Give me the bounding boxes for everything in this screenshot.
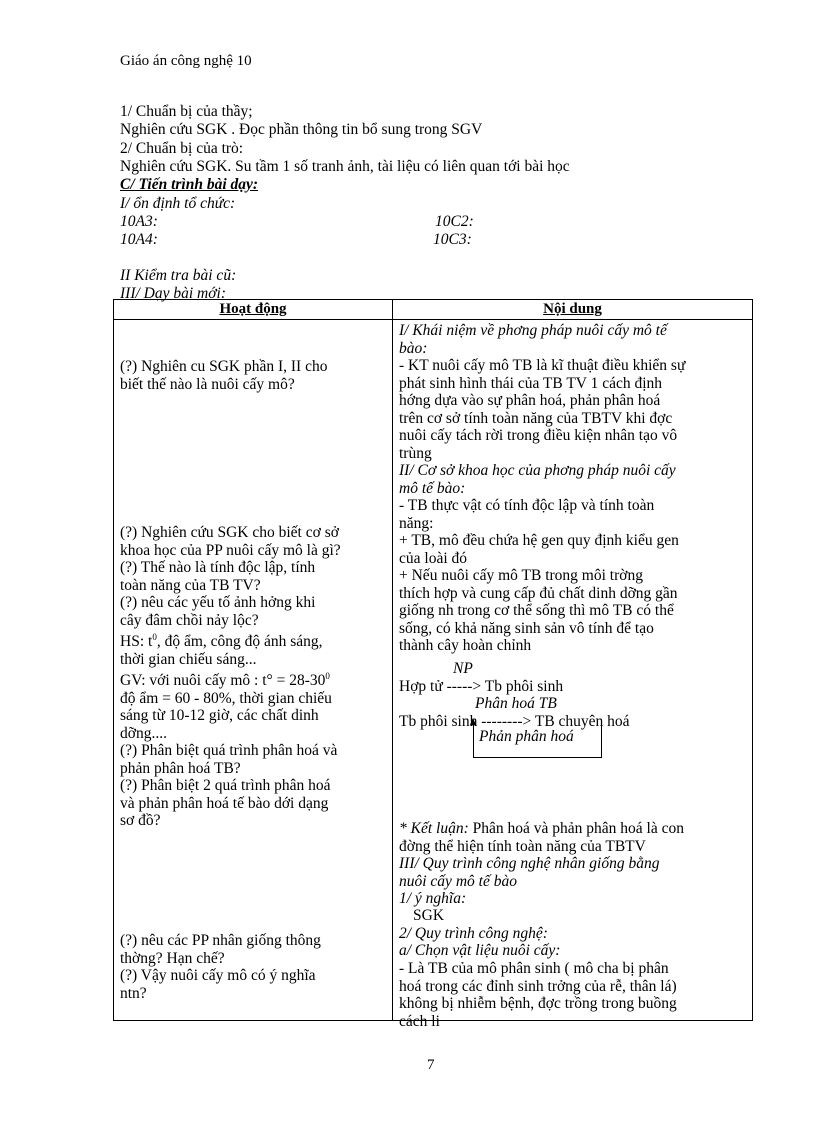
- text-line: (?) Vậy nuôi cấy mô có ý nghĩa: [120, 967, 316, 984]
- text-line: thích hợp và cung cấp đủ chất dinh dỡng gần: [399, 584, 678, 602]
- text-line: (?) Nghiên cứu SGK cho biết cơ sở: [120, 524, 339, 541]
- text-line: nuôi cấy mô tế bào: [399, 872, 517, 890]
- section-2-body: [399, 497, 743, 655]
- column-header-hoat-dong: Hoạt động: [114, 300, 393, 320]
- text-line: III/ Quy trình công nghệ nhân giống bằng: [399, 855, 660, 872]
- on-dinh-heading: I/ ổn định tổ chức:: [120, 195, 236, 212]
- text-line: phát sinh hình thái của TB TV 1 cách định: [399, 374, 663, 392]
- lesson-table: [113, 299, 753, 1030]
- text-line: sống, có khả năng sinh sản vô tính để tạo: [399, 619, 654, 637]
- text-line: không bị nhiễm bệnh, đợc trồng trong buồng: [399, 995, 677, 1012]
- question-group-3: [120, 932, 392, 1002]
- text-line: (?) nêu các yếu tố ảnh hởng khi: [120, 594, 316, 611]
- text-line: [399, 820, 743, 838]
- conclusion: [399, 820, 743, 855]
- text-line: + TB, mô đều chứa hệ gen quy định kiểu gen: [399, 532, 679, 549]
- text-line: giống nh trong cơ thể sống thì mô TB có thể: [399, 602, 674, 619]
- chon-vat-lieu-body: [399, 960, 743, 1030]
- text-line: + Nếu nuôi cấy mô TB trong môi trờng: [399, 567, 643, 584]
- text-line: của loài đó: [399, 549, 468, 567]
- diagram-label-phan-hoa: Phân hoá TB: [475, 695, 557, 712]
- prep-teacher-heading: 1/ Chuẩn bị của thầy;: [120, 103, 253, 120]
- text-line: cây đâm chồi nảy lộc?: [120, 611, 259, 629]
- text-fragment: , độ ẩm, công độ ánh sáng,: [156, 633, 323, 651]
- text-line: (?) Phân biệt quá trình phân hoá và: [120, 742, 338, 760]
- text-line: (?) Nghiên cu SGK phần I, II cho: [120, 358, 328, 375]
- class-10c2: 10C2:: [435, 213, 474, 230]
- text-line: dỡng....: [120, 724, 167, 742]
- text-fragment: HS: t: [120, 633, 153, 651]
- sgk-text: SGK: [413, 907, 445, 924]
- text-line: năng:: [399, 514, 434, 532]
- text-line: bào:: [399, 339, 428, 357]
- text-line: - Là TB của mô phân sinh ( mô cha bị phân: [399, 960, 669, 977]
- text-line: toàn năng của TB TV?: [120, 576, 261, 594]
- class-10a3: 10A3:: [120, 213, 158, 230]
- text-line: khoa học của PP nuôi cấy mô là gì?: [120, 541, 341, 559]
- text-line: thờng? Hạn chế?: [120, 949, 225, 967]
- class-10c3: 10C3:: [433, 231, 472, 248]
- page-number: 7: [427, 1057, 435, 1073]
- text-line: I/ Khái niệm về phơng pháp nuôi cấy mô tế: [399, 322, 667, 339]
- section-1-title: [399, 322, 743, 357]
- text-line: ntn?: [120, 984, 147, 1002]
- section-3-title: [399, 855, 743, 890]
- text-line: mô tế bào:: [399, 479, 466, 497]
- class-10a4: 10A4:: [120, 231, 158, 248]
- superscript: 0: [152, 632, 157, 642]
- text-line: [120, 629, 392, 651]
- text-line: - TB thực vật có tính độc lập và tính toàn: [399, 497, 655, 514]
- text-line: nuôi cấy tách rời trong điều kiện nhân tạo vô: [399, 427, 678, 444]
- text-line: - KT nuôi cấy mô TB là kĩ thuật điều khiển sự: [399, 357, 686, 374]
- activity-cell: [114, 320, 393, 1021]
- text-line: hớng dựa vào sự phân hoá, phản phân hoá: [399, 392, 661, 409]
- text-fragment: GV: với nuôi cấy mô : t° = 28-30: [120, 672, 326, 690]
- text-line: [120, 668, 392, 690]
- text-line: trên cơ sở tính toàn năng của TBTV khi đợc: [399, 409, 673, 427]
- text-line: và phản phân hoá tế bào dới dạng: [120, 794, 329, 812]
- text-line: phản phân hoá TB?: [120, 759, 241, 777]
- text-line: biết thế nào là nuôi cấy mô?: [120, 375, 295, 393]
- section-2-title: [399, 462, 743, 497]
- text-line: (?) nêu các PP nhân giống thông: [120, 932, 321, 949]
- section-1-body: [399, 357, 743, 462]
- text-line: sáng từ 10-12 giờ, các chất dinh: [120, 707, 319, 725]
- column-header-noi-dung: Nội dung: [393, 300, 753, 320]
- text-line: hoá trong các đỉnh sinh trởng của rễ, thân lá): [399, 977, 677, 995]
- question-1: [120, 358, 392, 393]
- text-line: (?) Phân biệt 2 quá trình phân hoá: [120, 777, 331, 795]
- text-line: trùng: [399, 444, 432, 462]
- day-bai-heading: III/ Dạy bài mới:: [120, 285, 226, 302]
- text-line: (?) Thế nào là tính độc lập, tính: [120, 559, 316, 576]
- quy-trinh-heading: 2/ Quy trình công nghệ:: [399, 925, 548, 942]
- prep-teacher-text: Nghiên cứu SGK . Đọc phần thông tin bổ sung trong SGV: [120, 121, 483, 138]
- diagram-line-1: Hợp tử -----> Tb phôi sinh: [399, 678, 564, 695]
- text-fragment: Phân hoá và phản phân hoá là con: [468, 820, 684, 837]
- question-group-2: [120, 524, 392, 830]
- diagram-label-phan-phan-hoa: Phản phân hoá: [479, 728, 574, 745]
- diagram-line-2: Tb phôi sinh --------> TB chuyên hoá: [399, 713, 630, 730]
- y-nghia-heading: 1/ ý nghĩa:: [399, 890, 467, 907]
- text-line: thời gian chiếu sáng...: [120, 650, 257, 668]
- text-line: sơ đồ?: [120, 812, 161, 830]
- prep-student-text: Nghiên cứu SGK. Su tầm 1 số tranh ảnh, tài liệu có liên quan tới bài học: [120, 158, 570, 175]
- diagram-label-np: NP: [453, 660, 473, 677]
- prep-student-heading: 2/ Chuẩn bị của trò:: [120, 140, 244, 157]
- text-line: đờng thể hiện tính toàn năng của TBTV: [399, 837, 646, 855]
- text-line: II/ Cơ sở khoa học của phơng pháp nuôi cấy: [399, 462, 676, 479]
- text-line: thành cây hoàn chỉnh: [399, 637, 532, 654]
- superscript: 0: [325, 671, 330, 682]
- content-cell: [393, 320, 753, 1030]
- text-line: độ ẩm = 60 - 80%, thời gian chiếu: [120, 689, 332, 707]
- conclusion-label: * Kết luận:: [399, 820, 469, 837]
- text-line: cách li: [399, 1012, 440, 1030]
- section-c-heading: C/ Tiến trình bài dạy:: [120, 176, 259, 193]
- chon-vat-lieu-heading: a/ Chọn vật liệu nuôi cấy:: [399, 942, 561, 959]
- document-header: Giáo án công nghệ 10: [120, 53, 252, 69]
- kiem-tra-heading: II Kiểm tra bài cũ:: [120, 267, 237, 284]
